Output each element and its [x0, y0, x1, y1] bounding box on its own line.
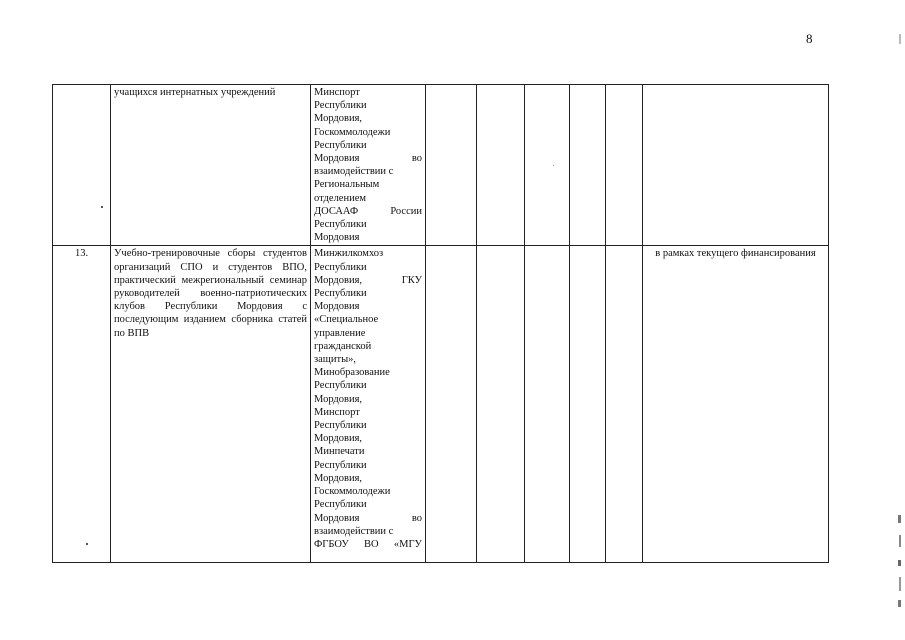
executor-line: Республики — [314, 219, 367, 231]
empty-cell — [606, 246, 643, 563]
empty-cell — [525, 85, 570, 246]
executor-line: Республики — [314, 288, 367, 300]
executor-line: Мордовия во — [314, 512, 422, 524]
document-table — [52, 84, 829, 563]
executor-line: Госкоммолодежи — [314, 486, 391, 498]
executor-line: взаимодействии с — [314, 525, 394, 537]
executor-line: Мордовия — [314, 232, 360, 244]
executor-line: Мордовия во — [314, 153, 422, 165]
row-number-cell — [53, 85, 111, 246]
executor-line: Мордовия, ГКУ — [314, 274, 422, 286]
executor-cell — [311, 85, 426, 246]
executor-line: гражданской — [314, 340, 372, 352]
executor-line: Региональным — [314, 179, 380, 191]
executor-line: Госкоммолодежи — [314, 126, 391, 138]
executor-line: Мордовия, — [314, 433, 363, 445]
activity-name-cell: Учебно-тренировочные сборы студентов организаций СПО и студентов ВПО, практический межрегиональный семинар руководителей военно-патриотических клубов Республики Мордовия с последующим изданием сборника статей по ВПВ — [111, 246, 311, 563]
row-number-cell: 13. — [53, 246, 111, 563]
executor-line: Республики — [314, 261, 367, 273]
executor-line: Мордовия, — [314, 113, 363, 125]
executor-cell — [311, 246, 426, 563]
scan-speck — [86, 543, 88, 545]
empty-cell — [426, 246, 477, 563]
executor-line: Минжилкомхоз — [314, 248, 384, 260]
executor-line: Республики — [314, 420, 367, 432]
executor-line: отделением — [314, 192, 367, 204]
scan-speck — [101, 206, 103, 208]
note-cell — [643, 85, 829, 246]
empty-cell — [606, 85, 643, 246]
empty-cell — [570, 85, 606, 246]
empty-cell — [570, 246, 606, 563]
empty-cell — [477, 246, 525, 563]
executor-line: «Специальное — [314, 314, 379, 326]
executor-line: Мордовия, — [314, 472, 363, 484]
executor-line: Минпечати — [314, 446, 365, 458]
executor-line: Республики — [314, 459, 367, 471]
executor-line: Минобразование — [314, 367, 390, 379]
executor-line: ДОСААФ России — [314, 205, 422, 217]
executor-line: Республики — [314, 380, 367, 392]
executor-line: Мордовия — [314, 301, 360, 313]
executor-line: защиты», — [314, 354, 357, 366]
executor-line: взаимодействии с — [314, 166, 394, 178]
scan-speck — [553, 165, 554, 166]
page-number: 8 — [806, 31, 813, 46]
empty-cell — [477, 85, 525, 246]
executor-line: Минспорт — [314, 87, 360, 98]
executor-line: Республики — [314, 100, 367, 112]
table-row — [53, 246, 829, 563]
scan-edge-artifact — [895, 505, 905, 625]
executor-line: Мордовия, — [314, 393, 363, 405]
empty-cell — [525, 246, 570, 563]
executor-line: Республики — [314, 139, 367, 151]
executor-line: Республики — [314, 499, 367, 511]
executor-line: управление — [314, 327, 366, 339]
executor-line: Минспорт — [314, 406, 360, 418]
table-row — [53, 85, 829, 246]
empty-cell — [426, 85, 477, 246]
executor-line: ФГБОУ ВО «МГУ — [314, 538, 422, 550]
note-cell: в рамках текущего финансирования — [643, 246, 829, 563]
scan-edge-artifact — [895, 30, 905, 50]
activity-name-cell: учащихся интернатных учреждений — [111, 85, 311, 246]
